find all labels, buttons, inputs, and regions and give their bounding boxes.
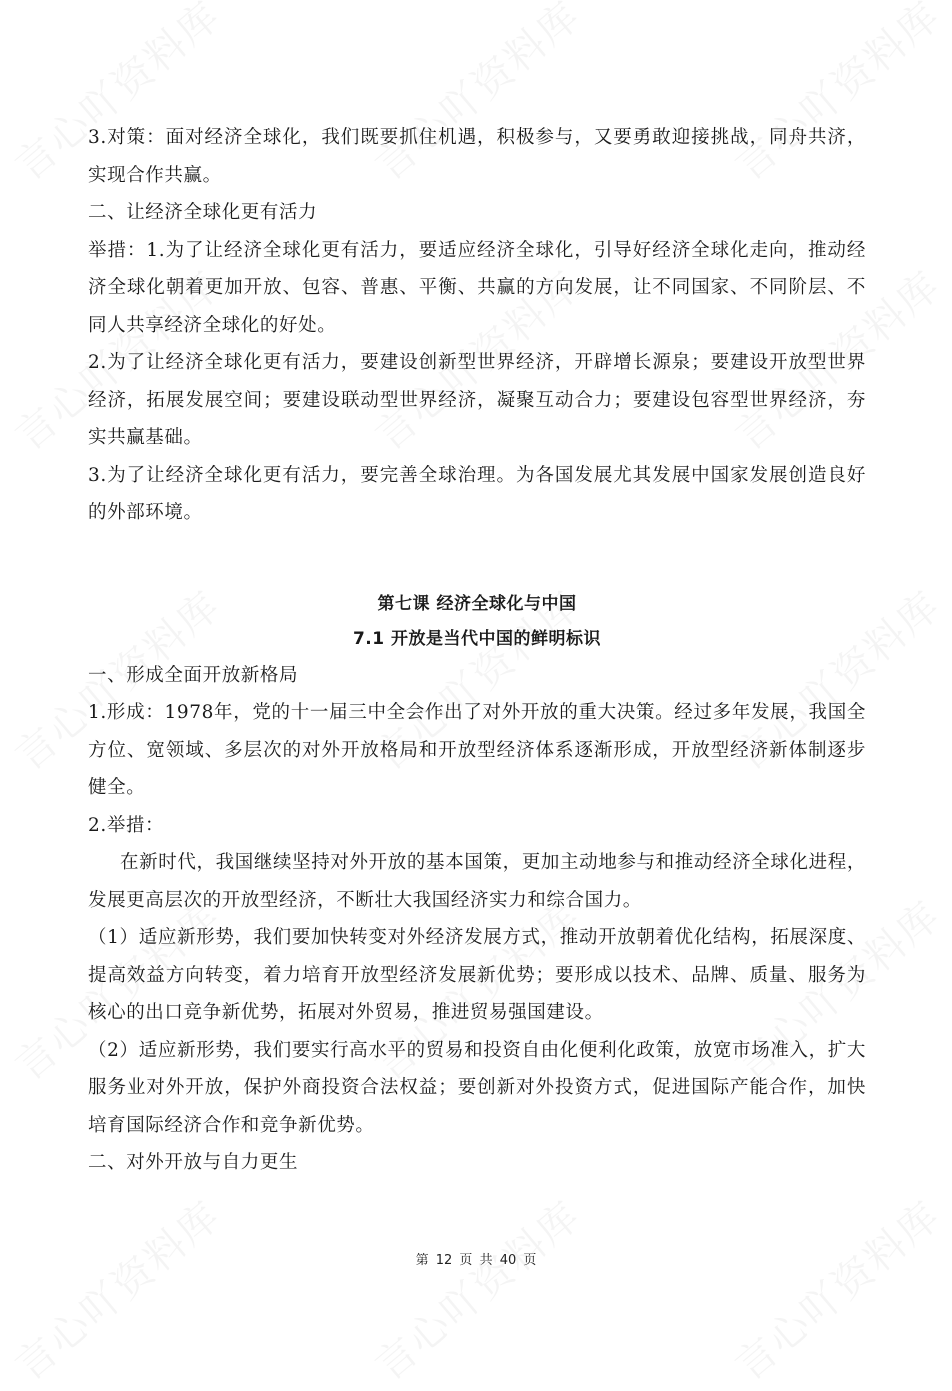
- watermark: [1, 1186, 231, 1391]
- heading-open-pattern: 一、形成全面开放新格局: [88, 664, 299, 686]
- section-title: 7.1 开放是当代中国的鲜明标识: [352, 628, 602, 649]
- paragraph-measure-2: 2.为了让经济全球化更有活力，要建设创新型世界经济，开辟增长源泉；要建设开放型世界经济，拓展发展空间；要建设联动型世界经济，凝聚互动合力；要建设包容型世界经济，夯实共赢基础。: [88, 352, 866, 448]
- document-page: [88, 119, 866, 1182]
- paragraph-formation: 1.形成：1978年，党的十一届三中全会作出了对外开放的重大决策。经过多年发展，我国全方位、宽领域、多层次的对外开放格局和开放型经济体系逐渐形成，开放型经济新体制逐步健全。: [88, 702, 866, 798]
- section-spacer: [88, 532, 866, 587]
- paragraph-measure-1: 举措：1.为了让经济全球化更有活力，要适应经济全球化，引导好经济全球化走向，推动经济全球化朝着更加开放、包容、普惠、平衡、共赢的方向发展，让不同国家、不同阶层、不同人共享经济全球化的好处。: [88, 239, 866, 336]
- watermark: [361, 1186, 591, 1391]
- paragraph-measure-3: 3.为了让经济全球化更有活力，要完善全球治理。为各国发展尤其发展中国家发展创造良好的外部环境。: [88, 464, 866, 523]
- lesson-title: 第七课 经济全球化与中国: [377, 593, 577, 614]
- paragraph-point-2: （2）适应新形势，我们要实行高水平的贸易和投资自由化便利化政策，放宽市场准入，扩大服务业对外开放，保护外商投资合法权益；要创新对外投资方式，促进国际产能合作，加快培育国际经济合作和竞争新优势。: [88, 1039, 866, 1136]
- paragraph-point-1: （1）适应新形势，我们要加快转变对外经济发展方式，推动开放朝着优化结构，拓展深度、提高效益方向转变，着力培育开放型经济发展新优势；要形成以技术、品牌、质量、服务为核心的出口竞争新优势，拓展对外贸易，推进贸易强国建设。: [88, 927, 866, 1023]
- heading-self-reliance: 二、对外开放与自力更生: [88, 1152, 299, 1173]
- paragraph-countermeasure: 3.对策：面对经济全球化，我们既要抓住机遇，积极参与，又要勇敢迎接挑战，同舟共济，实现合作共赢。: [88, 127, 866, 186]
- page-number: 第 12 页 共 40 页: [415, 1253, 537, 1268]
- watermark: [721, 1186, 951, 1391]
- heading-vitality: 二、让经济全球化更有活力: [88, 202, 318, 223]
- paragraph-new-era: 在新时代，我国继续坚持对外开放的基本国策，更加主动地参与和推动经济全球化进程，发展更高层次的开放型经济，不断壮大我国经济实力和综合国力。: [88, 852, 866, 911]
- heading-measures: 2.举措：: [88, 814, 165, 836]
